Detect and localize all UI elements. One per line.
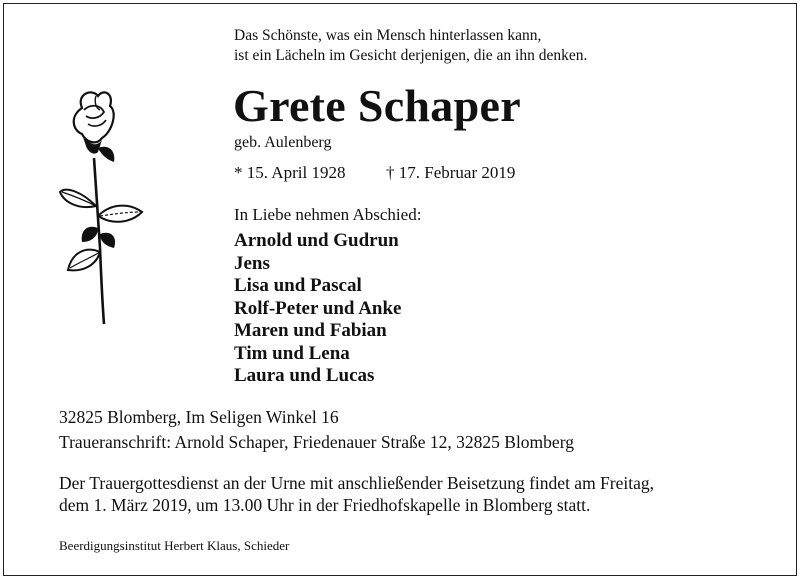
list-item: Maren und Fabian [234, 320, 387, 341]
list-item: Tim und Lena [234, 342, 350, 364]
service-announcement [59, 472, 654, 516]
quote-line-1: Das Schönste, was ein Mensch hinterlassen kann, [234, 27, 542, 44]
list-item: Lisa und Pascal [234, 275, 362, 296]
address-block [59, 405, 574, 455]
death-date: † 17. Februar 2019 [386, 163, 516, 182]
mourners-intro: In Liebe nehmen Abschied: [234, 205, 422, 224]
memorial-quote [234, 26, 587, 66]
mourners-list [234, 230, 401, 388]
quote-line-2: ist ein Lächeln im Gesicht derjenigen, die an ihn denken. [234, 47, 588, 64]
maiden-name: geb. Aulenberg [234, 134, 332, 151]
list-item: Arnold und Gudrun [234, 230, 399, 251]
service-line-2: dem 1. März 2019, um 13.00 Uhr in der Friedhofskapelle in Blomberg statt. [59, 495, 591, 515]
mourning-address: Traueranschrift: Arnold Schaper, Friedenauer Straße 12, 32825 Blomberg [59, 432, 574, 452]
list-item: Laura und Lucas [234, 365, 375, 386]
undertaker: Beerdigungsinstitut Herbert Klaus, Schieder [59, 538, 290, 553]
list-item: Rolf-Peter und Anke [234, 297, 402, 319]
residence-address: 32825 Blomberg, Im Seligen Winkel 16 [59, 407, 339, 427]
birth-date: * 15. April 1928 [234, 163, 346, 182]
rose-icon [52, 88, 147, 328]
service-line-1: Der Trauergottesdienst an der Urne mit anschließender Beisetzung findet am Freitag, [59, 473, 654, 493]
list-item: Jens [234, 252, 270, 274]
deceased-name: Grete Schaper [233, 80, 521, 131]
